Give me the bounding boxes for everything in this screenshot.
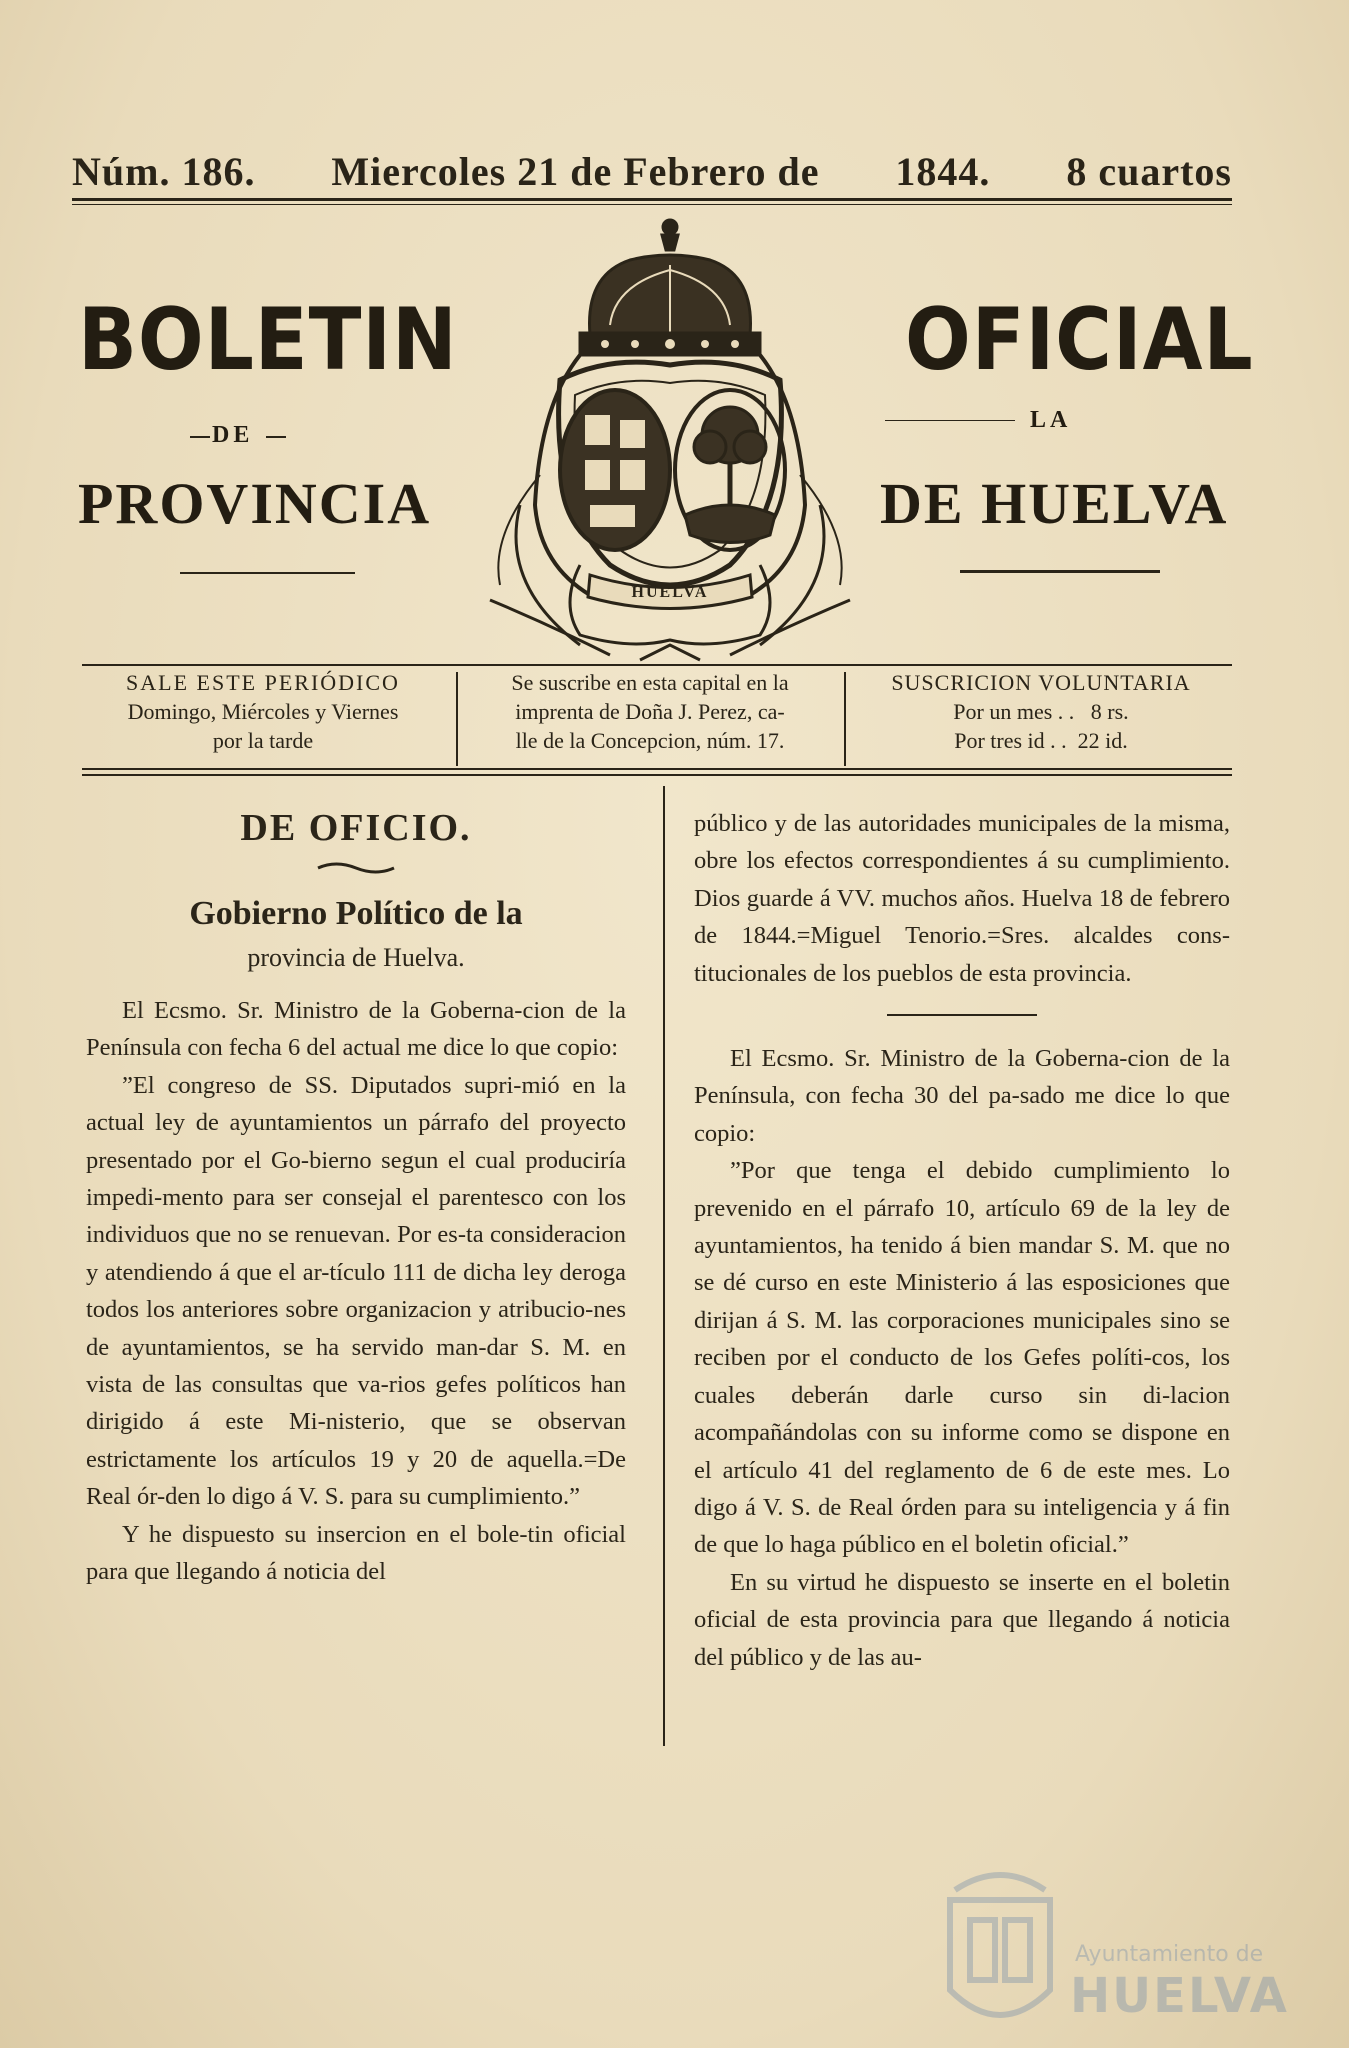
- watermark-logo: [935, 1850, 1295, 2040]
- issue-date: Miercoles 21 de Febrero de: [331, 149, 820, 194]
- info-right-line-1: Por un mes . . 8 rs.: [953, 699, 1129, 724]
- info-left-line-2: Domingo, Miércoles y Viernes: [127, 699, 399, 724]
- issue-number: Núm. 186.: [72, 149, 256, 194]
- paragraph: Y he dispuesto su insercion en el bole-tin oficial para que llegando á noticia del: [86, 1520, 626, 1586]
- paragraph: público y de las autoridades municipales de la misma, obre los efectos correspondientes á su cumplimiento. Dios guarde á VV. muchos años. Huelva 18 de febrero de 1844.=Miguel Tenorio.=Sres. alcaldes cons-titucionales de los pueblos de esta provincia.: [694, 810, 1230, 987]
- paragraph: ”El congreso de SS. Diputados supri-mió en la actual ley de ayuntamientos un párrafo del proyecto presentado por el Go-bierno segun el cual produciría impedi-mento para ser consejal el parentesco con los individuos que no se renuevan. Por es-ta consideracion y atendiendo á que el ar-tículo 111 de dicha ley deroga todos los anteriores sobre organizacion y atribucio-nes de ayuntamientos, se ha servido man-dar S. M. en vista de las consultas que va-rios gefes políticos han dirigido á este Mi-nisterio, que se observan estrictamente los artículos 19 y 20 de aquella.=De Real ór-den lo digo á V. S. para su cumplimiento.”: [86, 1071, 626, 1511]
- article-subheading: provincia de Huelva.: [247, 943, 465, 972]
- title-oficial: OFICIAL: [905, 290, 1254, 390]
- watermark-line-1: Ayuntamiento de: [1075, 1942, 1264, 1967]
- paragraph: En su virtud he dispuesto se inserte en el boletin oficial de esta provincia para que llegando á noticia del público y de las au-: [694, 1568, 1230, 1671]
- city-shield-icon: [935, 1850, 1065, 2040]
- section-rule: [887, 1014, 1037, 1016]
- title-boletin: BOLETIN: [78, 290, 458, 390]
- info-left-line-1: SALE ESTE PERIÓDICO: [126, 670, 400, 695]
- paragraph: El Ecsmo. Sr. Ministro de la Goberna-cion de la Península, con fecha 30 del pa-sado me dice lo que copio:: [694, 1045, 1230, 1147]
- crest-ribbon-text: HUELVA: [631, 584, 709, 601]
- title-la: LA: [1030, 407, 1072, 433]
- right-column: [694, 805, 1230, 1676]
- info-bottom-rule-2: [82, 774, 1232, 776]
- left-column: [86, 800, 626, 1591]
- title-provincia: PROVINCIA: [78, 471, 432, 536]
- info-divider: [456, 672, 458, 766]
- info-center-line-2: imprenta de Doña J. Perez, ca-: [515, 699, 785, 724]
- title-de-huelva: DE HUELVA: [880, 471, 1229, 536]
- title-de: DE: [212, 422, 254, 448]
- info-subscription-place: [462, 668, 838, 768]
- coat-of-arms-icon: [430, 205, 910, 665]
- info-left-line-3: por la tarde: [212, 728, 314, 753]
- paragraph: El Ecsmo. Sr. Ministro de la Goberna-cion de la Península con fecha 6 del actual me dice lo que copio:: [86, 997, 626, 1062]
- section-heading: DE OFICIO.: [240, 807, 472, 849]
- title-left-rule: [180, 572, 355, 574]
- article-heading: Gobierno Político de la: [189, 895, 523, 932]
- info-center-line-1: Se suscribe en esta capital en la: [511, 670, 789, 695]
- column-divider: [663, 786, 665, 1746]
- info-subscription-price: [850, 668, 1232, 768]
- info-right-line-2: Por tres id . . 22 id.: [954, 728, 1128, 753]
- title-de-rule: [266, 436, 286, 438]
- ornament-divider-icon: [86, 856, 626, 880]
- title-de-rule: [190, 436, 210, 438]
- watermark-line-2: HUELVA: [1070, 1968, 1289, 2024]
- issue-year: 1844.: [895, 149, 991, 194]
- info-right-title: SUSCRICION VOLUNTARIA: [891, 670, 1191, 695]
- issue-price: 8 cuartos: [1066, 149, 1232, 194]
- info-publication: [74, 668, 452, 768]
- masthead-line: [72, 148, 1232, 195]
- info-divider: [844, 672, 846, 766]
- info-bottom-rule: [82, 768, 1232, 770]
- info-center-line-3: lle de la Concepcion, núm. 17.: [515, 728, 785, 753]
- title-right-rule: [960, 570, 1160, 573]
- masthead-rule: [72, 198, 1232, 201]
- info-top-rule: [82, 664, 1232, 666]
- paragraph: ”Por que tenga el debido cumplimiento lo prevenido en el párrafo 10, artículo 69 de la ley de ayuntamientos, ha tenido á bien mandar S. M. que no se dé curso en este Ministerio á las esposiciones que dirijan á S. M. las corporaciones municipales sino se reciben por el conducto de los Gefes políti-cos, los cuales deberán darle curso sin di-lacion acompañándolas con su informe como se dispone en el artículo 41 del reglamento de 6 de este mes. Lo digo á V. S. de Real órden para su inteligencia y á fin de que lo haga público en el boletin oficial.”: [694, 1157, 1230, 1559]
